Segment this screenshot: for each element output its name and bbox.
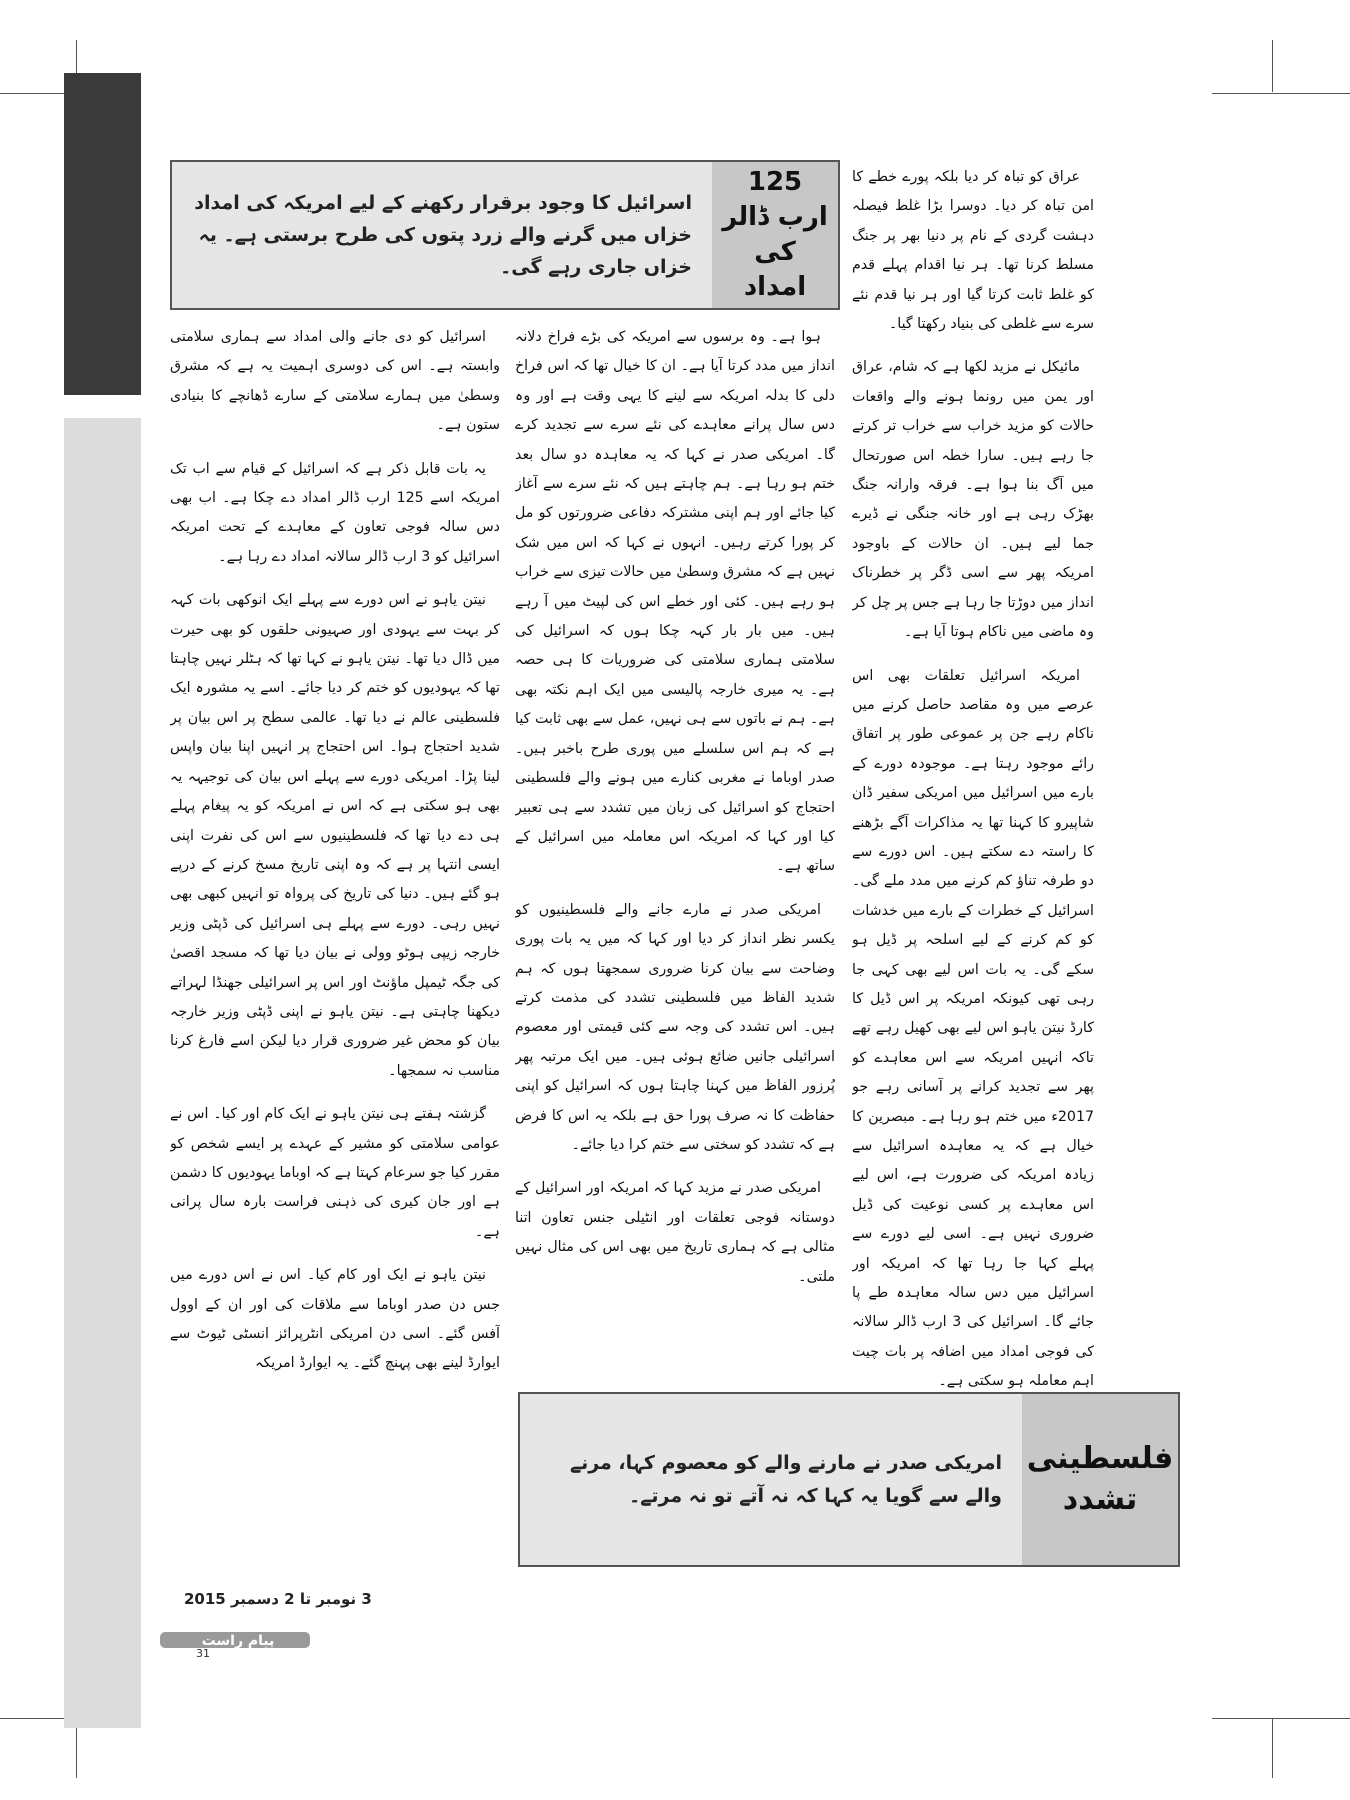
side-bar-dark [64,73,141,395]
pullquote-top-text: اسرائیل کا وجود برقرار رکھنے کے لیے امریکہ کی امداد خزاں میں گرنے والے زرد پتوں کی طرح برستی ہے۔ یہ خزاں جاری رہے گی۔ [194,191,692,279]
paragraph: نیتن یاہو نے اس دورے سے پہلے ایک انوکھی بات کہہ کر بہت سے یہودی اور صہیونی حلقوں کو بھی حیرت میں ڈال دیا تھا۔ نیتن یاہو نے کہا تھا کہ ہٹلر نہیں چاہتا تھا کہ یہودیوں کو ختم کر دیا جائے۔ اسے یہ مشورہ ایک فلسطینی عالم نے دیا تھا۔ عالمی سطح پر اس بیان پر شدید احتجاج ہوا۔ اس احتجاج پر انہیں اپنا بیان واپس لینا پڑا۔ امریکی دورے سے پہلے اس بیان کی توجیہہ یہ بھی ہو سکتی ہے کہ اس نے امریکہ کو یہ پیغام پہلے ہی دے دیا تھا کہ فلسطینیوں سے اس کی نفرت اپنی ایسی انتہا پر ہے کہ وہ اپنی تاریخ مسخ کرنے کے درپے ہو گئے ہیں۔ دنیا کی تاریخ کی پرواہ تو انہیں کبھی بھی نہیں رہی۔ دورے سے پہلے ہی اسرائیل کی ڈپٹی وزیر خارجہ زیپی ہوٹو وولی نے بیان دیا تھا کہ مسجد اقصیٰ کی جگہ ٹیمپل ماؤنٹ اور اس پر اسرائیلی جھنڈا لہراتے دیکھنا چاہتی ہے۔ نیتن یاہو نے اپنی ڈپٹی وزیر خارجہ بیان کو محض غیر ضروری قرار دیا لیکن اسے فارغ کرنا مناسب نہ سمجھا۔ [170,592,500,1079]
side-bar-light [64,418,141,1728]
paragraph: امریکہ اسرائیل تعلقات بھی اس عرصے میں وہ مقاصد حاصل کرنے میں ناکام رہے جن پر عموعی طور پر اتفاق رائے موجود رہتا ہے۔ موجودہ دورے کے بارے میں اسرائیل میں امریکی سفیر ڈان شاپیرو کا کہنا تھا یہ مذاکرات آگے بڑھنے کا راستہ دے سکتے ہیں۔ اس دورے سے دو طرفہ تناؤ کم کرنے میں مدد ملے گی۔ اسرائیل کے خطرات کے بارے میں خدشات کو کم کرنے کے لیے اسلحہ پر ڈیل ہو سکے گی۔ یہ بات اس لیے بھی کہی جا رہی تھی کیونکہ امریکہ پر اس ڈیل کا کارڈ نیتن یاہو اس لیے بھی کھیل رہے تھے تاکہ انہیں امریکہ سے اس معاہدے کو پھر سے تجدید کرانے پر آسانی رہے جو 2017ء میں ختم ہو رہا ہے۔ مبصرین کا خیال ہے کہ یہ معاہدہ اسرائیل سے زیادہ امریکہ کی ضرورت ہے، اس لیے اس معاہدے پر کسی نوعیت کی ڈیل ضروری نہیں ہے۔ اسی لیے دورے سے پہلے کہا جا رہا تھا کہ امریکہ اور اسرائیل میں دس سالہ معاہدہ طے پا جائے گا۔ اسرائیل کی 3 ارب ڈالر سالانہ کی فوجی امداد میں اضافہ پر بات چیت اہم معاملہ ہو سکتی ہے۔ [852,667,1094,1390]
page-number: 31 [196,1647,210,1660]
article-column-middle [515,323,835,1448]
pullquote-bottom-badge [1022,1394,1178,1565]
issue-date: 3 نومبر تا 2 دسمبر 2015 [184,1590,372,1608]
crop-mark [1272,1718,1273,1778]
paragraph: ہوا ہے۔ وہ برسوں سے امریکہ کی بڑے فراخ دلانہ انداز میں مدد کرتا آیا ہے۔ ان کا خیال تھا کہ اس فراخ دلی کا بدلہ امریکہ سے لینے کا یہی وقت ہے اور وہ دس سال پرانے معاہدے کی نئے سرے سے تجدید کرے گا۔ امریکی صدر نے کہا کہ یہ معاہدہ دو سال بعد ختم ہو رہا ہے۔ ہم چاہتے ہیں کہ نئے سرے سے آغاز کیا جائے اور ہم اپنی مشترکہ دفاعی ضرورتوں کو مل کر پورا کرتے رہیں۔ انہوں نے کہا کہ اس میں شک نہیں ہے کہ مشرق وسطیٰ میں حالات تیزی سے خراب ہو رہے ہیں۔ کئی اور خطے اس کی لپیٹ میں آ رہے ہیں۔ میں بار بار کہہ چکا ہوں کہ اسرائیل کی سلامتی ہماری سلامتی کی ضروریات کا ہی حصہ ہے۔ یہ میری خارجہ پالیسی میں ایک اہم نکتہ بھی ہے۔ ہم نے باتوں سے ہی نہیں، عمل سے بھی ثابت کیا ہے کہ ہم اس سلسلے میں پوری طرح باخبر ہیں۔ صدر اوباما نے مغربی کنارے میں ہونے والے فلسطینی احتجاج کو اسرائیل کی زبان میں تشدد سے ہی تعبیر کیا اور کہا کہ امریکہ اس معاملہ میں اسرائیل کے ساتھ ہے۔ [515,329,835,875]
paragraph: گزشتہ ہفتے ہی نیتن یاہو نے ایک کام اور کیا۔ اس نے عوامی سلامتی کو مشیر کے عہدے پر ایسے شخص کو مقرر کیا جو سرعام کہتا ہے کہ اوباما یہودیوں کا دشمن ہے اور جان کیری کی ذہنی فراست بارہ سال پرانی ہے۔ [170,1106,500,1240]
paragraph: مائیکل نے مزید لکھا ہے کہ شام، عراق اور یمن میں رونما ہونے والے واقعات حالات کو مزید خراب سے خراب تر کرتے جا رہے ہیں۔ سارا خطہ اس صورتحال میں آگ بنا ہوا ہے۔ فرقہ وارانہ جنگ بھڑک رہی ہے اور خانہ جنگی نے ڈیرے جما لیے ہیں۔ ان حالات کے باوجود امریکہ پھر سے اسی ڈگر پر خطرناک انداز میں دوڑتا جا رہا ہے جس پر چل کر وہ ماضی میں ناکام ہوتا آیا ہے۔ [852,359,1094,641]
pullquote-bottom-text: امریکی صدر نے مارنے والے کو معصوم کہا، مرنے والے سے گویا یہ کہا کہ نہ آتے تو نہ مرتے۔ [569,1452,1002,1507]
article-column-left [170,323,500,1578]
pullquote-bottom [520,1394,1020,1565]
pullquote-bottom-badge-text: فلسطینی تشدد [1026,1441,1174,1517]
crop-mark [1212,1718,1350,1719]
paragraph: عراق کو تباہ کر دیا بلکہ پورے خطے کا امن تباہ کر دیا۔ دوسرا بڑا غلط فیصلہ دہشت گردی کے نام پر دنیا بھر پر جنگ مسلط کرنا تھا۔ ہر نیا اقدام پہلے قدم کو غلط ثابت کرتا گیا اور ہر نیا قدم نئے سرے سے غلطی کی بنیاد رکھتا گیا۔ [852,169,1094,333]
pullquote-top-badge-text: 125 ارب ڈالر کی امداد [722,166,828,303]
logo-text: پیامِ راست [201,1633,275,1649]
crop-mark [1212,93,1350,94]
paragraph: نیتن یاہو نے ایک اور کام کیا۔ اس نے اس دورے میں جس دن صدر اوباما سے ملاقات کی اور ان کے اوول آفس گئے۔ اسی دن امریکی انٹرپرائز انسٹی ٹیوٹ سے ایوارڈ لینے بھی پہنچ گئے۔ یہ ایوارڈ امریکہ [170,1267,500,1372]
crop-mark [1272,40,1273,92]
article-column-right [852,163,1094,1448]
pullquote-top-badge [712,162,838,308]
paragraph: اسرائیل کو دی جانے والی امداد سے ہماری سلامتی وابستہ ہے۔ اس کی دوسری اہمیت یہ ہے کہ مشرق وسطیٰ میں ہمارے سلامتی کے سارے ڈھانچے کا بنیادی ستون ہے۔ [170,329,500,434]
paragraph: امریکی صدر نے مارے جانے والے فلسطینیوں کو یکسر نظر انداز کر دیا اور کہا کہ میں یہ بات پوری وضاحت سے بیان کرنا ضروری سمجھتا ہوں کہ ہم شدید الفاظ میں فلسطینی تشدد کی مذمت کرتے ہیں۔ اس تشدد کی وجہ سے کئی قیمتی اور معصوم اسرائیلی جانیں ضائع ہوئی ہیں۔ میں ایک مرتبہ پھر پُرزور الفاظ میں کہنا چاہتا ہوں کہ اسرائیل کو اپنی حفاظت کا نہ صرف پورا حق ہے بلکہ یہ اس کا فرض ہے کہ تشدد کو سختی سے ختم کرا دیا جائے۔ [515,901,835,1153]
pullquote-top [172,162,710,308]
paragraph: امریکی صدر نے مزید کہا کہ امریکہ اور اسرائیل کے دوستانہ فوجی تعلقات اور انٹیلی جنس تعاون اتنا مثالی ہے کہ ہماری تاریخ میں بھی اس کی مثال نہیں ملتی۔ [515,1180,835,1285]
paragraph: یہ بات قابل ذکر ہے کہ اسرائیل کے قیام سے اب تک امریکہ اسے 125 ارب ڈالر امداد دے چکا ہے۔ اب بھی دس سالہ فوجی تعاون کے معاہدے کے تحت امریکہ اسرائیل کو 3 ارب ڈالر سالانہ امداد دے رہا ہے۔ [170,460,500,565]
magazine-logo [160,1612,330,1658]
